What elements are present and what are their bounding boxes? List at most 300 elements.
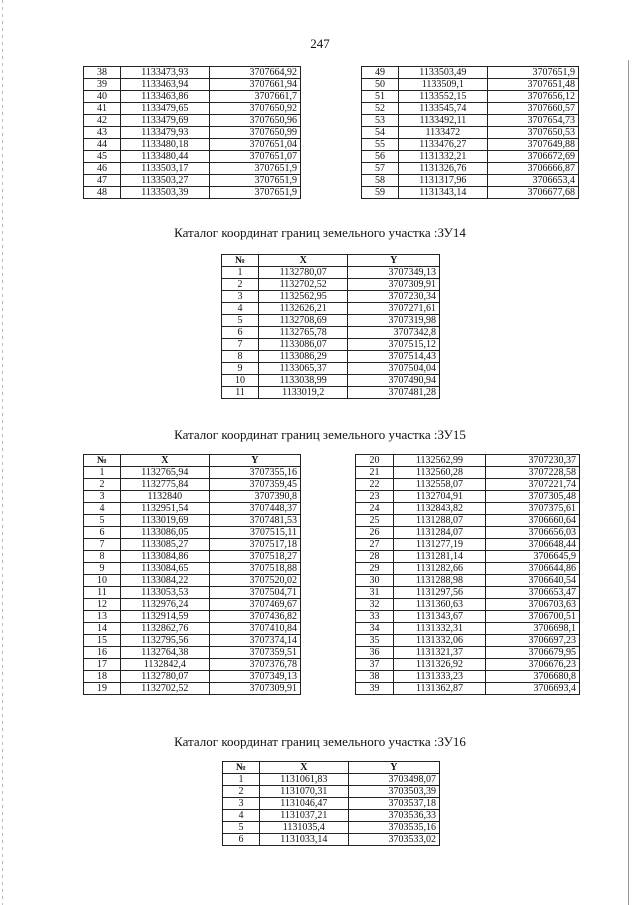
caption-zu16: Каталог координат границ земельного участка :ЗУ16 xyxy=(174,734,466,749)
table-row xyxy=(223,774,440,786)
cell-x: 1131326,92 xyxy=(394,659,486,671)
cell-num: 29 xyxy=(356,563,394,575)
table-row xyxy=(356,455,580,467)
cell-x: 1131061,83 xyxy=(259,774,348,786)
table-row xyxy=(356,539,580,551)
table-row xyxy=(362,163,579,175)
cell-num: 4 xyxy=(223,810,260,822)
cell-y: 3706672,69 xyxy=(487,151,578,163)
cell-y: 3707664,92 xyxy=(209,67,300,79)
cell-y: 3706656,03 xyxy=(485,527,579,539)
cell-num: 34 xyxy=(356,623,394,635)
cell-num: 2 xyxy=(223,786,260,798)
cell-y: 3707228,58 xyxy=(485,467,579,479)
table-row xyxy=(84,79,301,91)
header-x: X xyxy=(259,255,348,267)
cell-num: 51 xyxy=(362,91,399,103)
cell-x: 1133084,22 xyxy=(120,575,209,587)
cell-num: 6 xyxy=(223,834,260,846)
cell-y: 3707469,67 xyxy=(209,599,300,611)
header-num: № xyxy=(223,762,260,774)
cell-y: 3707359,45 xyxy=(209,479,300,491)
cell-x: 1131343,67 xyxy=(394,611,486,623)
cell-x: 1131281,14 xyxy=(394,551,486,563)
cell-y: 3707221,74 xyxy=(485,479,579,491)
cell-x: 1133053,53 xyxy=(120,587,209,599)
table-row xyxy=(356,635,580,647)
cell-x: 1133085,27 xyxy=(120,539,209,551)
table-row xyxy=(222,291,440,303)
cell-x: 1132780,07 xyxy=(120,671,209,683)
cell-x: 1133503,49 xyxy=(398,67,487,79)
cell-num: 11 xyxy=(222,387,259,399)
table-row xyxy=(222,363,440,375)
table-row xyxy=(223,822,440,834)
table-row xyxy=(356,551,580,563)
cell-y: 3707230,34 xyxy=(348,291,440,303)
cell-x: 1133503,27 xyxy=(120,175,209,187)
cell-num: 55 xyxy=(362,139,399,151)
cell-x: 1133545,74 xyxy=(398,103,487,115)
cell-y: 3707271,61 xyxy=(348,303,440,315)
table-row xyxy=(84,551,301,563)
cell-y: 3707518,27 xyxy=(209,551,300,563)
cell-x: 1132562,99 xyxy=(394,455,486,467)
cell-y: 3706640,54 xyxy=(485,575,579,587)
cell-num: 7 xyxy=(222,339,259,351)
cell-y: 3707309,91 xyxy=(209,683,300,695)
table-header-row xyxy=(84,455,301,467)
cell-num: 31 xyxy=(356,587,394,599)
cell-num: 38 xyxy=(356,671,394,683)
cell-num: 14 xyxy=(84,623,121,635)
table-row xyxy=(223,834,440,846)
cell-y: 3707390,8 xyxy=(209,491,300,503)
cell-num: 20 xyxy=(356,455,394,467)
cell-num: 58 xyxy=(362,175,399,187)
cell-y: 3706653,4 xyxy=(487,175,578,187)
coords-table-zu14 xyxy=(221,254,440,399)
table-row xyxy=(84,103,301,115)
table-row xyxy=(356,683,580,695)
cell-y: 3706660,64 xyxy=(485,515,579,527)
table-row xyxy=(223,810,440,822)
scan-edge-right xyxy=(628,60,629,905)
cell-x: 1131070,31 xyxy=(259,786,348,798)
cell-num: 45 xyxy=(84,151,121,163)
table-row xyxy=(362,79,579,91)
cell-x: 1131332,31 xyxy=(394,623,486,635)
cell-x: 1131033,14 xyxy=(259,834,348,846)
table-row xyxy=(356,575,580,587)
table-row xyxy=(356,659,580,671)
cell-x: 1133479,65 xyxy=(120,103,209,115)
cell-y: 3703498,07 xyxy=(348,774,439,786)
table-row xyxy=(84,503,301,515)
cell-x: 1132560,28 xyxy=(394,467,486,479)
table-header-row xyxy=(223,762,440,774)
cell-x: 1132562,95 xyxy=(259,291,348,303)
cell-y: 3707504,04 xyxy=(348,363,440,375)
cell-x: 1132976,24 xyxy=(120,599,209,611)
cell-x: 1131277,19 xyxy=(394,539,486,551)
cell-num: 25 xyxy=(356,515,394,527)
cell-x: 1132951,54 xyxy=(120,503,209,515)
table-row xyxy=(362,187,579,199)
cell-y: 3707650,53 xyxy=(487,127,578,139)
cell-y: 3707374,14 xyxy=(209,635,300,647)
cell-num: 6 xyxy=(222,327,259,339)
table-row xyxy=(222,315,440,327)
table-row xyxy=(222,267,440,279)
coords-table-top-right xyxy=(361,66,579,199)
cell-num: 12 xyxy=(84,599,121,611)
caption-zu14: Каталог координат границ земельного участка :ЗУ14 xyxy=(174,225,466,240)
cell-num: 18 xyxy=(84,671,121,683)
cell-x: 1133086,05 xyxy=(120,527,209,539)
cell-y: 3707504,71 xyxy=(209,587,300,599)
table-row xyxy=(362,91,579,103)
cell-y: 3707375,61 xyxy=(485,503,579,515)
table-row xyxy=(362,127,579,139)
cell-x: 1133476,27 xyxy=(398,139,487,151)
cell-y: 3706679,95 xyxy=(485,647,579,659)
cell-y: 3707410,84 xyxy=(209,623,300,635)
header-y: Y xyxy=(348,255,440,267)
header-num: № xyxy=(84,455,121,467)
cell-x: 1131332,21 xyxy=(398,151,487,163)
table-row xyxy=(84,515,301,527)
header-x: X xyxy=(120,455,209,467)
cell-x: 1132558,07 xyxy=(394,479,486,491)
cell-x: 1131326,76 xyxy=(398,163,487,175)
cell-x: 1131288,07 xyxy=(394,515,486,527)
cell-x: 1132780,07 xyxy=(259,267,348,279)
cell-num: 44 xyxy=(84,139,121,151)
cell-y: 3707481,28 xyxy=(348,387,440,399)
cell-num: 52 xyxy=(362,103,399,115)
cell-num: 16 xyxy=(84,647,121,659)
table-row xyxy=(84,139,301,151)
table-row xyxy=(356,671,580,683)
cell-num: 40 xyxy=(84,91,121,103)
cell-num: 1 xyxy=(223,774,260,786)
coords-table-top-left xyxy=(83,66,301,199)
cell-y: 3707230,37 xyxy=(485,455,579,467)
cell-num: 7 xyxy=(84,539,121,551)
header-y: Y xyxy=(209,455,300,467)
cell-num: 54 xyxy=(362,127,399,139)
cell-x: 1131284,07 xyxy=(394,527,486,539)
cell-x: 1133552,15 xyxy=(398,91,487,103)
cell-num: 3 xyxy=(84,491,121,503)
cell-x: 1133019,69 xyxy=(120,515,209,527)
cell-x: 1133019,2 xyxy=(259,387,348,399)
table-row xyxy=(356,647,580,659)
cell-x: 1133084,65 xyxy=(120,563,209,575)
cell-x: 1133479,93 xyxy=(120,127,209,139)
cell-x: 1131333,23 xyxy=(394,671,486,683)
cell-x: 1133492,11 xyxy=(398,115,487,127)
cell-num: 57 xyxy=(362,163,399,175)
cell-y: 3707305,48 xyxy=(485,491,579,503)
cell-y: 3707654,73 xyxy=(487,115,578,127)
cell-y: 3706666,87 xyxy=(487,163,578,175)
cell-num: 5 xyxy=(223,822,260,834)
cell-x: 1132704,91 xyxy=(394,491,486,503)
table-row xyxy=(84,115,301,127)
cell-num: 59 xyxy=(362,187,399,199)
cell-y: 3707651,07 xyxy=(209,151,300,163)
cell-x: 1133480,44 xyxy=(120,151,209,163)
table-row xyxy=(84,659,301,671)
table-row xyxy=(222,387,440,399)
cell-num: 46 xyxy=(84,163,121,175)
cell-x: 1131343,14 xyxy=(398,187,487,199)
table-row xyxy=(222,303,440,315)
coords-table-zu15-left xyxy=(83,454,301,695)
cell-num: 1 xyxy=(222,267,259,279)
cell-num: 39 xyxy=(84,79,121,91)
cell-x: 1133480,18 xyxy=(120,139,209,151)
cell-num: 24 xyxy=(356,503,394,515)
cell-y: 3707515,11 xyxy=(209,527,300,539)
cell-x: 1131037,21 xyxy=(259,810,348,822)
cell-num: 19 xyxy=(84,683,121,695)
cell-y: 3707514,43 xyxy=(348,351,440,363)
cell-num: 37 xyxy=(356,659,394,671)
table-row xyxy=(356,599,580,611)
cell-y: 3707651,9 xyxy=(209,175,300,187)
cell-y: 3703537,18 xyxy=(348,798,439,810)
cell-x: 1133509,1 xyxy=(398,79,487,91)
table-row xyxy=(356,479,580,491)
cell-x: 1132842,4 xyxy=(120,659,209,671)
table-row xyxy=(84,175,301,187)
table-row xyxy=(84,623,301,635)
cell-x: 1133065,37 xyxy=(259,363,348,375)
table-row xyxy=(84,491,301,503)
table-row xyxy=(362,103,579,115)
cell-y: 3706697,23 xyxy=(485,635,579,647)
cell-y: 3707651,9 xyxy=(209,187,300,199)
table-row xyxy=(223,798,440,810)
cell-x: 1133038,99 xyxy=(259,375,348,387)
cell-y: 3706644,86 xyxy=(485,563,579,575)
cell-x: 1132708,69 xyxy=(259,315,348,327)
table-row xyxy=(84,635,301,647)
caption-zu15: Каталог координат границ земельного участка :ЗУ15 xyxy=(174,427,466,442)
table-row xyxy=(84,563,301,575)
table-row xyxy=(222,375,440,387)
cell-y: 3707319,98 xyxy=(348,315,440,327)
table-row xyxy=(84,163,301,175)
cell-num: 26 xyxy=(356,527,394,539)
table-row xyxy=(84,187,301,199)
cell-y: 3707376,78 xyxy=(209,659,300,671)
cell-x: 1132914,59 xyxy=(120,611,209,623)
cell-y: 3703536,33 xyxy=(348,810,439,822)
cell-num: 43 xyxy=(84,127,121,139)
cell-num: 49 xyxy=(362,67,399,79)
cell-num: 56 xyxy=(362,151,399,163)
header-x: X xyxy=(259,762,348,774)
cell-num: 9 xyxy=(84,563,121,575)
cell-num: 3 xyxy=(223,798,260,810)
cell-x: 1131317,96 xyxy=(398,175,487,187)
cell-num: 53 xyxy=(362,115,399,127)
cell-num: 1 xyxy=(84,467,121,479)
table-row xyxy=(84,67,301,79)
cell-num: 27 xyxy=(356,539,394,551)
cell-y: 3707309,91 xyxy=(348,279,440,291)
cell-num: 10 xyxy=(222,375,259,387)
cell-num: 4 xyxy=(84,503,121,515)
table-row xyxy=(223,786,440,798)
table-row xyxy=(222,339,440,351)
cell-x: 1132765,78 xyxy=(259,327,348,339)
cell-y: 3707436,82 xyxy=(209,611,300,623)
cell-y: 3707651,9 xyxy=(487,67,578,79)
table-row xyxy=(84,527,301,539)
cell-num: 39 xyxy=(356,683,394,695)
header-y: Y xyxy=(348,762,439,774)
cell-x: 1132702,52 xyxy=(120,683,209,695)
cell-y: 3706677,68 xyxy=(487,187,578,199)
table-row xyxy=(356,491,580,503)
cell-num: 3 xyxy=(222,291,259,303)
cell-x: 1131282,66 xyxy=(394,563,486,575)
cell-num: 8 xyxy=(84,551,121,563)
cell-num: 13 xyxy=(84,611,121,623)
cell-num: 48 xyxy=(84,187,121,199)
coords-table-zu16 xyxy=(222,761,440,846)
cell-y: 3707517,18 xyxy=(209,539,300,551)
table-row xyxy=(84,151,301,163)
table-header-row xyxy=(222,255,440,267)
table-row xyxy=(356,527,580,539)
table-row xyxy=(84,575,301,587)
cell-x: 1131362,87 xyxy=(394,683,486,695)
cell-x: 1133086,07 xyxy=(259,339,348,351)
cell-num: 30 xyxy=(356,575,394,587)
cell-x: 1132862,76 xyxy=(120,623,209,635)
cell-x: 1132626,21 xyxy=(259,303,348,315)
cell-num: 10 xyxy=(84,575,121,587)
header-num: № xyxy=(222,255,259,267)
cell-num: 23 xyxy=(356,491,394,503)
cell-num: 2 xyxy=(84,479,121,491)
cell-num: 15 xyxy=(84,635,121,647)
table-row xyxy=(356,515,580,527)
cell-num: 5 xyxy=(222,315,259,327)
cell-y: 3706648,44 xyxy=(485,539,579,551)
cell-y: 3703533,02 xyxy=(348,834,439,846)
table-row xyxy=(362,115,579,127)
cell-y: 3707660,57 xyxy=(487,103,578,115)
table-row xyxy=(362,175,579,187)
cell-y: 3707355,16 xyxy=(209,467,300,479)
cell-x: 1131297,56 xyxy=(394,587,486,599)
cell-x: 1132765,94 xyxy=(120,467,209,479)
table-row xyxy=(356,503,580,515)
cell-y: 3706653,47 xyxy=(485,587,579,599)
cell-y: 3707518,88 xyxy=(209,563,300,575)
table-row xyxy=(222,327,440,339)
cell-y: 3707661,94 xyxy=(209,79,300,91)
scan-edge-left xyxy=(2,0,3,905)
cell-x: 1133473,93 xyxy=(120,67,209,79)
cell-x: 1133472 xyxy=(398,127,487,139)
cell-y: 3707490,94 xyxy=(348,375,440,387)
cell-x: 1132795,56 xyxy=(120,635,209,647)
cell-y: 3707515,12 xyxy=(348,339,440,351)
table-row xyxy=(362,151,579,163)
cell-y: 3707650,96 xyxy=(209,115,300,127)
table-row xyxy=(84,599,301,611)
cell-num: 22 xyxy=(356,479,394,491)
cell-num: 50 xyxy=(362,79,399,91)
table-row xyxy=(356,563,580,575)
table-row xyxy=(84,647,301,659)
cell-num: 33 xyxy=(356,611,394,623)
table-row xyxy=(356,623,580,635)
cell-y: 3707661,7 xyxy=(209,91,300,103)
cell-y: 3707651,48 xyxy=(487,79,578,91)
table-row xyxy=(84,479,301,491)
cell-y: 3707650,99 xyxy=(209,127,300,139)
cell-y: 3707359,51 xyxy=(209,647,300,659)
cell-num: 5 xyxy=(84,515,121,527)
cell-x: 1133503,39 xyxy=(120,187,209,199)
cell-x: 1132702,52 xyxy=(259,279,348,291)
cell-x: 1132764,38 xyxy=(120,647,209,659)
cell-num: 36 xyxy=(356,647,394,659)
cell-num: 35 xyxy=(356,635,394,647)
table-row xyxy=(84,611,301,623)
table-row xyxy=(84,467,301,479)
cell-y: 3707651,04 xyxy=(209,139,300,151)
cell-num: 6 xyxy=(84,527,121,539)
cell-y: 3707349,13 xyxy=(348,267,440,279)
cell-y: 3707649,88 xyxy=(487,139,578,151)
coords-table-zu15-right xyxy=(355,454,580,695)
cell-y: 3706645,9 xyxy=(485,551,579,563)
cell-y: 3707650,92 xyxy=(209,103,300,115)
table-row xyxy=(84,539,301,551)
cell-y: 3706703,63 xyxy=(485,599,579,611)
cell-y: 3707656,12 xyxy=(487,91,578,103)
cell-num: 17 xyxy=(84,659,121,671)
cell-num: 8 xyxy=(222,351,259,363)
cell-y: 3707481,53 xyxy=(209,515,300,527)
cell-x: 1133084,86 xyxy=(120,551,209,563)
cell-x: 1133503,17 xyxy=(120,163,209,175)
cell-num: 2 xyxy=(222,279,259,291)
cell-x: 1133479,69 xyxy=(120,115,209,127)
cell-y: 3707342,8 xyxy=(348,327,440,339)
cell-num: 47 xyxy=(84,175,121,187)
cell-num: 38 xyxy=(84,67,121,79)
table-row xyxy=(222,351,440,363)
table-row xyxy=(84,587,301,599)
table-row xyxy=(356,611,580,623)
table-row xyxy=(84,683,301,695)
cell-x: 1131035,4 xyxy=(259,822,348,834)
table-row xyxy=(84,671,301,683)
cell-y: 3706693,4 xyxy=(485,683,579,695)
cell-x: 1133086,29 xyxy=(259,351,348,363)
